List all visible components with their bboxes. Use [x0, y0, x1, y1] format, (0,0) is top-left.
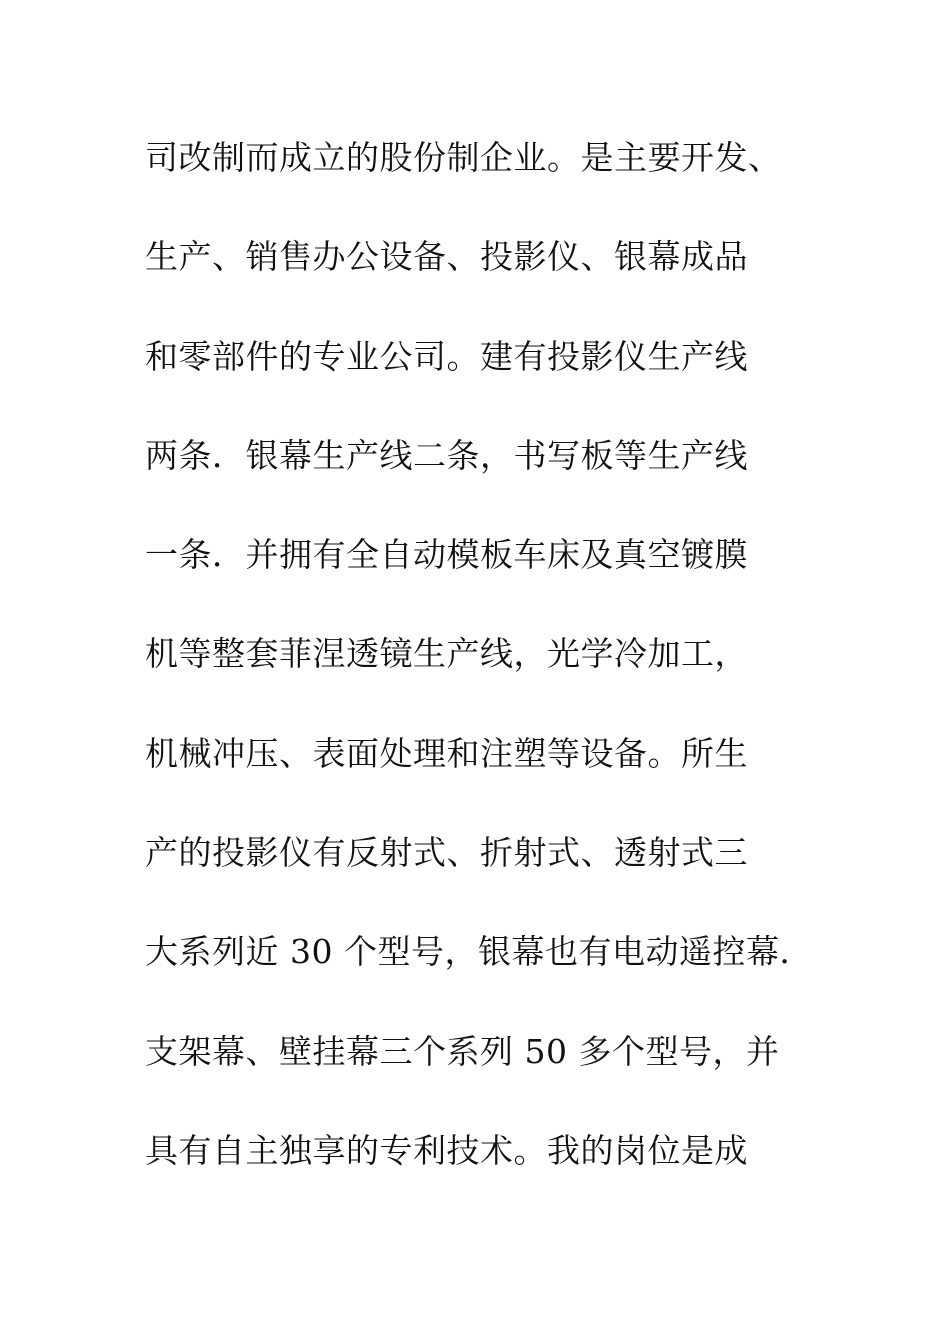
text-line-9: 大系列近 30 个型号，银幕也有电动遥控幕．	[145, 932, 813, 972]
text-line-7: 机械冲压、表面处理和注塑等设备。所生	[145, 733, 748, 773]
text-line-1: 司改制而成立的股份制企业。是主要开发、	[145, 138, 782, 177]
text-line-4: 两条．银幕生产线二条，书写板等生产线	[145, 435, 748, 475]
text-line-3: 和零部件的专业公司。建有投影仪生产线	[145, 336, 748, 376]
text-line-6: 机等整套菲涅透镜生产线，光学冷加工，	[145, 634, 748, 674]
text-line-11: 具有自主独享的专利技术。我的岗位是成	[145, 1130, 748, 1170]
body-text	[145, 128, 835, 1220]
text-line-2: 生产、销售办公设备、投影仪、银幕成品	[145, 237, 748, 277]
text-line-10: 支架幕、壁挂幕三个系列 50 多个型号，并	[145, 1031, 780, 1071]
text-line-8: 产的投影仪有反射式、折射式、透射式三	[145, 833, 748, 873]
text-line-5: 一条．并拥有全自动模板车床及真空镀膜	[145, 535, 748, 575]
